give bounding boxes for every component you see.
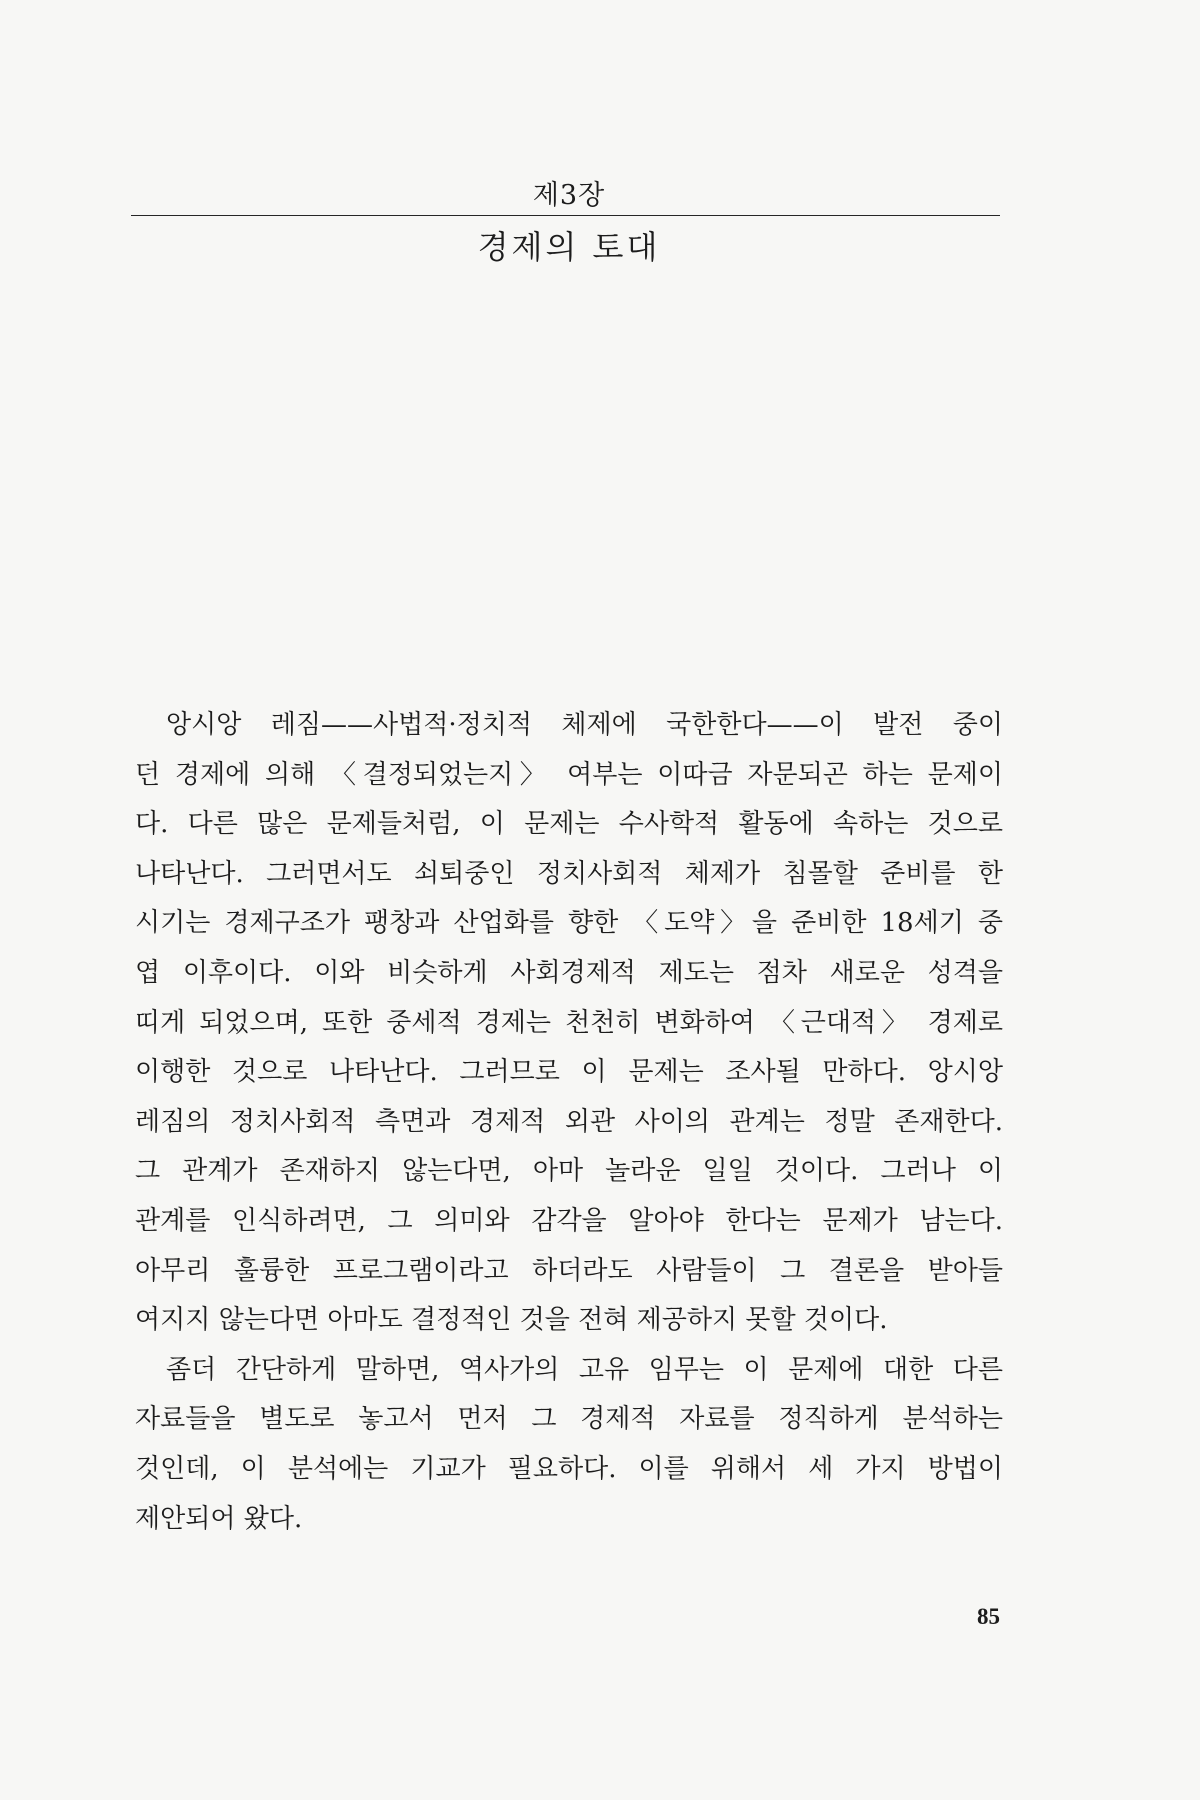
text-line: 엽 이후이다. 이와 비슷하게 사회경제적 제도는 점차 새로운 성격을: [135, 957, 1003, 988]
paragraph: [135, 1346, 1003, 1544]
text-line: 아무리 훌륭한 프로그램이라고 하더라도 사람들이 그 결론을 받아들: [135, 1255, 1003, 1286]
body-text: [135, 701, 1003, 1544]
text-line: 여지지 않는다면 아마도 결정적인 것을 전혀 제공하지 못할 것이다.: [135, 1305, 888, 1336]
text-line: 시기는 경제구조가 팽창과 산업화를 향한 〈도약〉을 준비한 18세기 중: [135, 908, 1003, 939]
page-number: 85: [977, 1604, 1000, 1629]
paragraph: [135, 701, 1003, 1346]
chapter-number: 제3장: [532, 180, 606, 211]
text-line: 띠게 되었으며, 또한 중세적 경제는 천천히 변화하여 〈근대적〉 경제로: [135, 1007, 1003, 1038]
text-line: 다. 다른 많은 문제들처럼, 이 문제는 수사학적 활동에 속하는 것으로: [135, 809, 1003, 840]
text-line: 나타난다. 그러면서도 쇠퇴중인 정치사회적 체제가 침몰할 준비를 한: [135, 858, 1003, 889]
text-line: 좀더 간단하게 말하면, 역사가의 고유 임무는 이 문제에 대한 다른: [166, 1354, 1003, 1385]
chapter-rule: [131, 215, 1000, 216]
text-line: 그 관계가 존재하지 않는다면, 아마 놀라운 일일 것이다. 그러나 이: [135, 1156, 1003, 1187]
chapter-title: 경제의 토대: [477, 228, 661, 266]
text-line: 이행한 것으로 나타난다. 그러므로 이 문제는 조사될 만하다. 앙시앙: [135, 1057, 1003, 1088]
text-line: 레짐의 정치사회적 측면과 경제적 외관 사이의 관계는 정말 존재한다.: [135, 1106, 1003, 1137]
text-line: 앙시앙 레짐——사법적·정치적 체제에 국한한다——이 발전 중이: [166, 710, 1003, 740]
text-line: 자료들을 별도로 놓고서 먼저 그 경제적 자료를 정직하게 분석하는: [135, 1404, 1003, 1435]
text-line: 제안되어 왔다.: [135, 1503, 303, 1534]
text-line: 관계를 인식하려면, 그 의미와 감각을 알아야 한다는 문제가 남는다.: [135, 1205, 1003, 1236]
text-line: 던 경제에 의해 〈결정되었는지〉 여부는 이따금 자문되곤 하는 문제이: [135, 759, 1003, 790]
text-line: 것인데, 이 분석에는 기교가 필요하다. 이를 위해서 세 가지 방법이: [135, 1453, 1003, 1484]
